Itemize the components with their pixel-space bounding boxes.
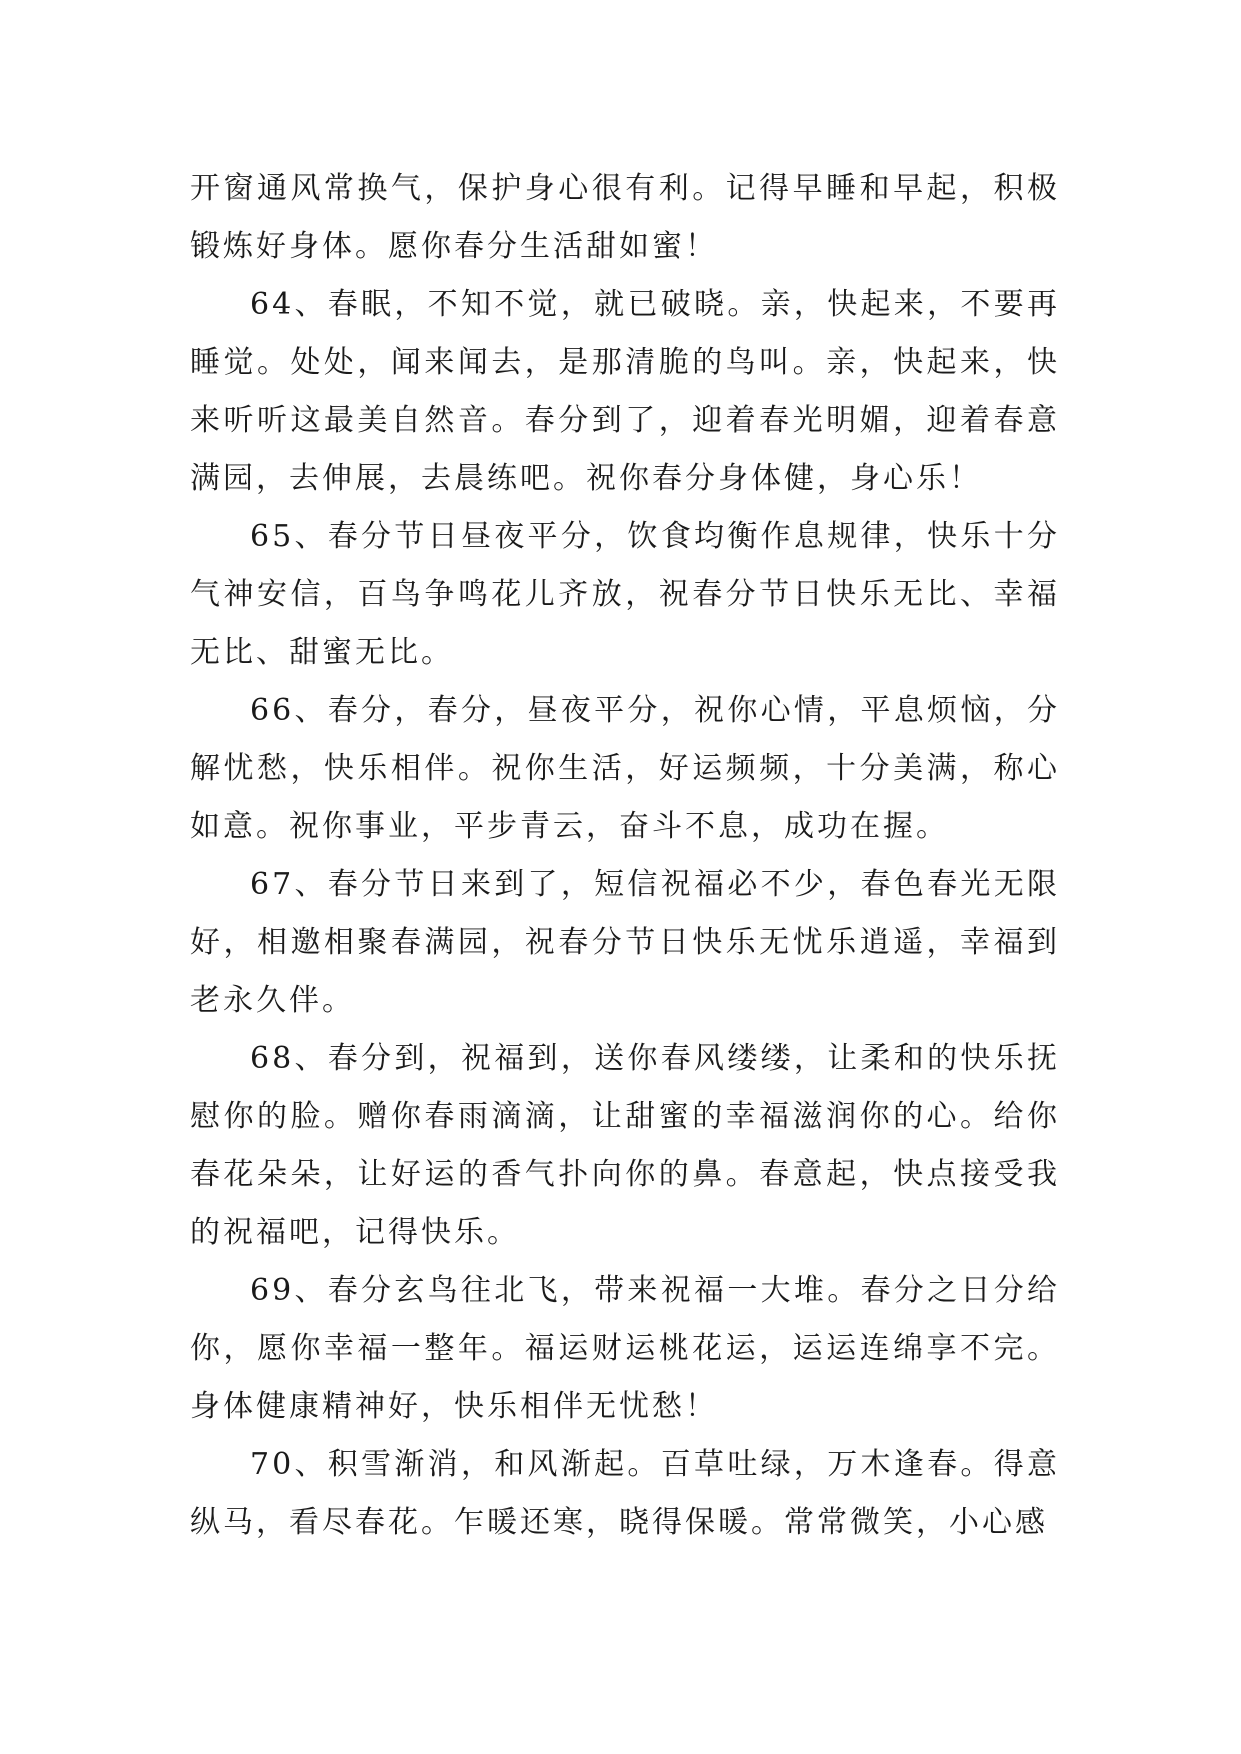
paragraph-continuation: 开窗通风常换气，保护身心很有利。记得早睡和早起，积极锻炼好身体。愿你春分生活甜如蜜！ bbox=[190, 171, 1060, 264]
document-body bbox=[190, 160, 1060, 1552]
paragraph-68: 68、春分到，祝福到，送你春风缕缕，让柔和的快乐抚慰你的脸。赠你春雨滴滴，让甜蜜的幸福滋润你的心。给你春花朵朵，让好运的香气扑向你的鼻。春意起，快点接受我的祝福吧，记得快乐。 bbox=[190, 1041, 1060, 1250]
paragraph-65: 65、春分节日昼夜平分，饮食均衡作息规律，快乐十分气神安信，百鸟争鸣花儿齐放，祝春分节日快乐无比、幸福无比、甜蜜无比。 bbox=[190, 519, 1060, 670]
paragraph-67: 67、春分节日来到了，短信祝福必不少，春色春光无限好，相邀相聚春满园，祝春分节日快乐无忧乐逍遥，幸福到老永久伴。 bbox=[190, 867, 1060, 1018]
paragraph-64: 64、春眠，不知不觉，就已破晓。亲，快起来，不要再睡觉。处处，闻来闻去，是那清脆的鸟叫。亲，快起来，快来听听这最美自然音。春分到了，迎着春光明媚，迎着春意满园，去伸展，去晨练吧。祝你春分身体健，身心乐！ bbox=[190, 287, 1060, 496]
paragraph-70: 70、积雪渐消，和风渐起。百草吐绿，万木逢春。得意纵马，看尽春花。乍暖还寒，晓得保暖。常常微笑，小心感 bbox=[190, 1447, 1060, 1540]
paragraph-66: 66、春分，春分，昼夜平分，祝你心情，平息烦恼，分解忧愁，快乐相伴。祝你生活，好运频频，十分美满，称心如意。祝你事业，平步青云，奋斗不息，成功在握。 bbox=[190, 693, 1060, 844]
paragraph-69: 69、春分玄鸟往北飞，带来祝福一大堆。春分之日分给你，愿你幸福一整年。福运财运桃花运，运运连绵享不完。身体健康精神好，快乐相伴无忧愁！ bbox=[190, 1273, 1060, 1424]
